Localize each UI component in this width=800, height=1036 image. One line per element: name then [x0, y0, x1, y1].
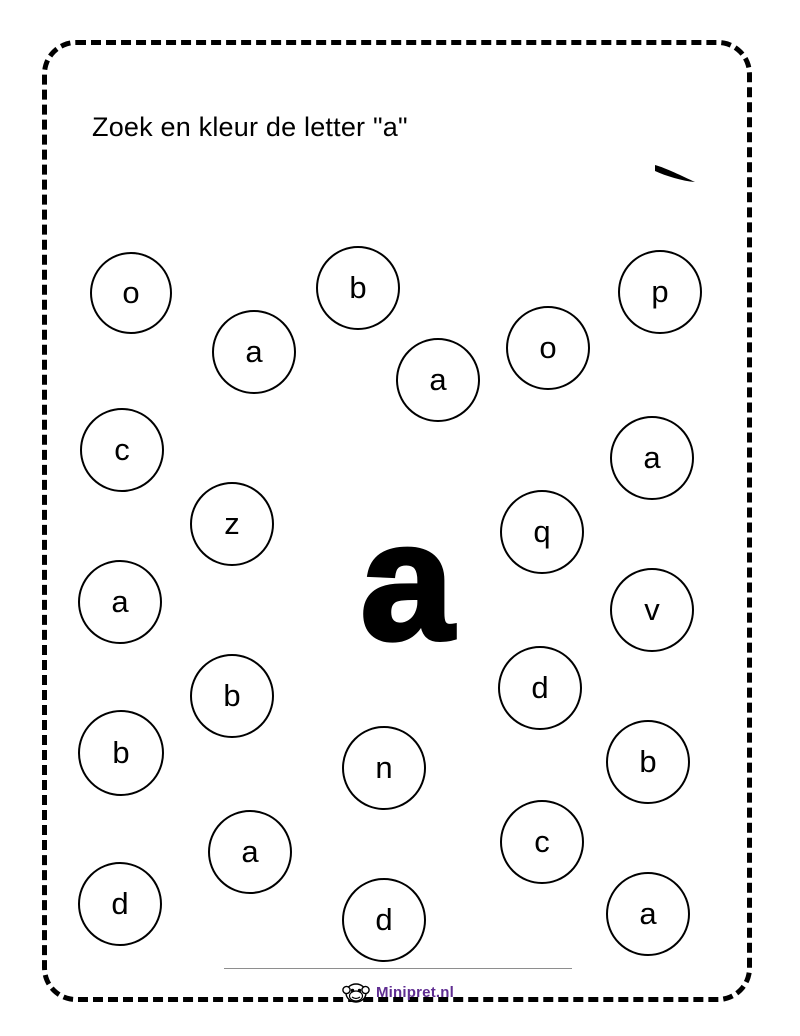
letter-bubble-label: n — [375, 749, 393, 785]
letter-bubble[interactable] — [90, 252, 172, 334]
letter-bubble[interactable] — [78, 560, 162, 644]
letter-bubble[interactable] — [500, 490, 584, 574]
letter-bubble[interactable] — [212, 310, 296, 394]
footer-branding — [224, 972, 572, 1012]
letter-bubble[interactable] — [610, 568, 694, 652]
letter-bubble-label: b — [223, 677, 241, 713]
letter-bubble[interactable] — [618, 250, 702, 334]
letter-bubble[interactable] — [606, 872, 690, 956]
big-target-letter: a — [360, 487, 454, 675]
letter-bubble-label: a — [429, 361, 447, 397]
letter-bubble[interactable] — [190, 654, 274, 738]
letter-bubble-label: q — [533, 513, 551, 549]
letter-bubble-label: c — [114, 431, 130, 467]
letter-bubble[interactable] — [78, 710, 164, 796]
letter-bubble[interactable] — [190, 482, 274, 566]
footer-divider — [224, 968, 572, 969]
letter-bubble-label: a — [639, 895, 657, 931]
letter-bubble[interactable] — [610, 416, 694, 500]
footer-brand-label: Minipret.nl — [375, 983, 455, 1001]
letter-bubble-label: a — [111, 583, 129, 619]
letter-bubble[interactable] — [498, 646, 582, 730]
letter-bubble-label: a — [241, 833, 259, 869]
letter-bubble[interactable] — [208, 810, 292, 894]
letter-bubble-label: d — [375, 901, 393, 937]
letter-bubble-label: a — [643, 439, 661, 475]
letter-bubble[interactable] — [506, 306, 590, 390]
letter-bubble[interactable] — [342, 726, 426, 810]
letter-bubble-label: c — [534, 823, 550, 859]
letter-bubble[interactable] — [78, 862, 162, 946]
page-title: Zoek en kleur de letter "a" — [92, 112, 408, 142]
monkey-logo-icon — [342, 978, 370, 1006]
letter-bubble-label: b — [112, 734, 130, 770]
letter-bubble-label: v — [644, 591, 660, 627]
pencil-stroke-icon — [652, 162, 698, 188]
letter-bubble-label: b — [349, 269, 367, 305]
letter-bubble-label: a — [245, 333, 263, 369]
letter-bubble-label: d — [531, 669, 549, 705]
letter-bubble-label: z — [224, 505, 240, 541]
letter-bubble[interactable] — [606, 720, 690, 804]
letter-bubble-label: p — [651, 273, 669, 309]
letter-bubble[interactable] — [500, 800, 584, 884]
letter-bubble[interactable] — [342, 878, 426, 962]
letter-bubble[interactable] — [80, 408, 164, 492]
letter-bubble-label: d — [111, 885, 129, 921]
letter-bubble[interactable] — [316, 246, 400, 330]
letter-bubble-label: b — [639, 743, 657, 779]
letter-bubble-label: o — [539, 329, 557, 365]
letter-bubble-label: o — [122, 274, 140, 310]
letter-bubble[interactable] — [396, 338, 480, 422]
